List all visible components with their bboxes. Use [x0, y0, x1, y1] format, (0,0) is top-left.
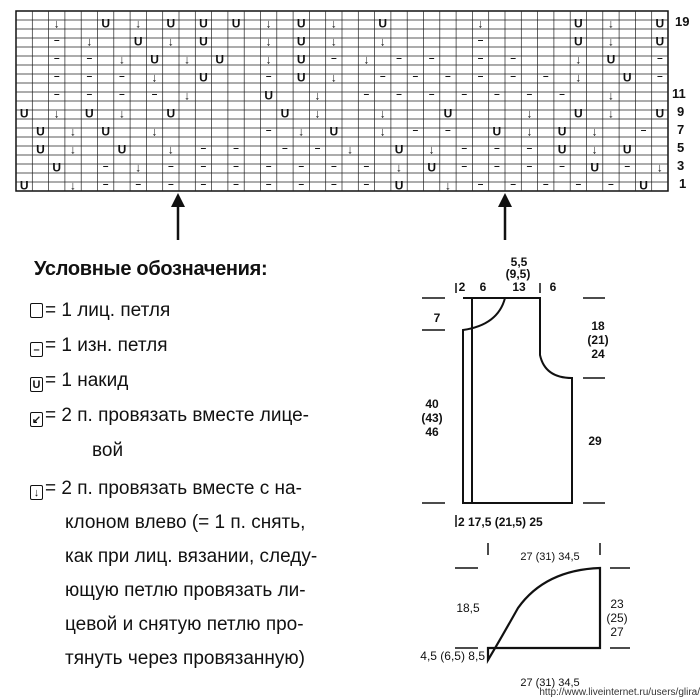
dim-label: 24 — [591, 347, 605, 361]
purl-icon: – — [526, 143, 533, 154]
dim-label: 5,5 — [510, 255, 528, 269]
decrease-icon: ↓ — [444, 178, 451, 193]
yarn-over-icon: U — [52, 160, 62, 175]
legend-text: как при лиц. вязании, следу- — [65, 546, 318, 567]
yarn-over-icon: U — [280, 106, 290, 121]
purl-icon: – — [412, 125, 419, 136]
legend-title: Условные обозначения: — [34, 258, 268, 280]
purl-icon: – — [363, 179, 370, 190]
purl-icon: – — [494, 161, 500, 172]
purl-icon: – — [119, 71, 125, 82]
purl-icon: – — [396, 89, 402, 100]
decrease-icon: ↓ — [363, 52, 370, 67]
purl-icon: – — [53, 53, 60, 64]
purl-icon: – — [542, 179, 549, 190]
yarn-over-icon: U — [296, 34, 306, 49]
yarn-over-icon: U — [85, 106, 94, 121]
decrease-icon: ↓ — [379, 106, 386, 121]
decrease-icon: ↓ — [118, 106, 125, 121]
decrease-icon: ↓ — [330, 70, 337, 85]
dim-label: 23 — [610, 597, 624, 611]
purl-icon: – — [331, 53, 337, 64]
dim-label: 29 — [588, 434, 602, 448]
yarn-over-icon: U — [622, 142, 632, 157]
dim-label: 27 — [610, 625, 624, 639]
purl-icon: – — [331, 179, 337, 190]
dim-label: 27 (31) 34,5 — [520, 677, 580, 689]
purl-icon: – — [298, 161, 305, 172]
yarn-over-icon: U — [606, 52, 616, 67]
yarn-over-icon: U — [150, 52, 159, 67]
purl-icon: – — [510, 71, 516, 82]
dim-label: 2 17,5 (21,5) 25 — [458, 515, 543, 529]
row-number: 5 — [677, 140, 685, 155]
yarn-over-icon: U — [622, 70, 632, 85]
decrease-icon: ↓ — [135, 16, 142, 31]
yarn-over-icon: U — [19, 106, 29, 121]
row-number: 19 — [675, 14, 690, 29]
purl-icon: – — [53, 35, 60, 46]
decrease-icon: ↓ — [591, 124, 598, 139]
purl-icon: – — [363, 89, 370, 100]
decrease-icon: ↓ — [265, 52, 272, 67]
purl-icon: – — [53, 71, 60, 82]
purl-icon: – — [265, 161, 272, 172]
yarn-over-icon: U — [574, 34, 583, 49]
purl-icon: – — [168, 179, 174, 190]
decrease-icon: ↓ — [526, 124, 533, 139]
row-number: 11 — [672, 86, 686, 101]
yarn-over-icon: U — [30, 377, 43, 392]
purl-icon: – — [53, 89, 60, 100]
yarn-over-icon: U — [133, 34, 143, 49]
decrease-icon: ↓ — [53, 106, 60, 121]
dim-label: 2 — [458, 280, 466, 294]
purl-icon: – — [86, 89, 93, 100]
decrease-icon: ↓ — [70, 142, 77, 157]
decrease-icon: ↓ — [607, 106, 614, 121]
purl-icon: – — [396, 53, 402, 64]
purl-icon: – — [200, 143, 207, 154]
decrease-icon: ↓ — [526, 106, 533, 121]
yarn-over-icon: U — [215, 52, 225, 67]
decrease-icon: ↓ — [330, 16, 337, 31]
purl-icon: – — [265, 125, 272, 136]
legend-text: = 2 п. провязать вместе лице- — [45, 405, 310, 426]
yarn-over-icon: U — [329, 124, 339, 139]
dim-label: (43) — [421, 411, 443, 425]
watermark: http://www.liveinternet.ru/users/glira/ — [539, 687, 700, 698]
decrease-icon: ↓ — [347, 142, 354, 157]
decrease-icon: ↓ — [396, 160, 403, 175]
yarn-over-icon: U — [101, 124, 110, 139]
yarn-over-icon: U — [231, 16, 241, 31]
purl-icon: – — [461, 143, 468, 154]
row-number: 3 — [677, 158, 685, 173]
purl-icon: – — [200, 161, 207, 172]
decrease-icon: ↓ — [135, 160, 142, 175]
purl-icon: – — [494, 89, 500, 100]
yarn-over-icon: U — [492, 124, 502, 139]
legend-text: = 1 лиц. петля — [45, 300, 171, 321]
purl-icon: – — [168, 161, 174, 172]
yarn-over-icon: U — [394, 142, 404, 157]
yarn-over-icon: U — [574, 16, 583, 31]
legend-text: тянуть через провязанную) — [65, 648, 305, 669]
yarn-over-icon: U — [394, 178, 404, 193]
decrease-icon: ↓ — [53, 16, 60, 31]
dim-label: 18 — [591, 319, 605, 333]
dim-label: 4,5 (6,5) 8,5 — [420, 649, 485, 663]
purl-icon: – — [526, 161, 533, 172]
purl-icon: – — [559, 89, 565, 100]
purl-icon: – — [477, 71, 484, 82]
purl-icon: – — [510, 179, 516, 190]
purl-icon: – — [657, 71, 663, 82]
purl-icon: – — [298, 179, 305, 190]
dim-label: 7 — [433, 311, 441, 325]
purl-icon: – — [575, 179, 582, 190]
decrease-icon: ↓ — [167, 34, 174, 49]
legend-text: ющую петлю провязать ли- — [65, 580, 306, 601]
dim-label: (21) — [587, 333, 609, 347]
purl-icon: – — [657, 53, 663, 64]
purl-icon: – — [102, 161, 109, 172]
legend-text: клоном влево (= 1 п. снять, — [65, 512, 306, 533]
yarn-over-icon: U — [639, 178, 648, 193]
purl-icon: – — [151, 89, 158, 100]
yarn-over-icon: U — [166, 16, 176, 31]
decrease-icon: ↓ — [151, 70, 158, 85]
yarn-over-icon: U — [378, 16, 388, 31]
yarn-over-icon: U — [101, 16, 110, 31]
decrease-icon: ↓ — [607, 88, 614, 103]
decrease-icon: ↓ — [607, 34, 614, 49]
decrease-icon: ↓ — [151, 124, 158, 139]
purl-icon: – — [282, 143, 288, 154]
decrease-icon: ↓ — [167, 142, 174, 157]
dim-label: 6 — [549, 280, 557, 294]
purl-icon: – — [477, 53, 484, 64]
purl-icon: – — [510, 53, 516, 64]
decrease-icon: ↓ — [265, 34, 272, 49]
purl-icon: – — [477, 35, 484, 46]
purl-icon: – — [461, 89, 468, 100]
yarn-over-icon: U — [199, 16, 208, 31]
purl-icon: – — [608, 179, 614, 190]
decrease-icon: ↓ — [70, 124, 77, 139]
yarn-over-icon: U — [655, 16, 665, 31]
decrease-icon: ↓ — [314, 88, 321, 103]
purl-icon: – — [233, 143, 239, 154]
purl-icon: – — [200, 179, 207, 190]
yarn-over-icon: U — [296, 16, 306, 31]
yarn-over-icon: U — [117, 142, 127, 157]
yarn-over-icon: U — [19, 178, 29, 193]
purl-icon: – — [233, 179, 239, 190]
purl-icon: – — [526, 89, 533, 100]
decrease-icon: ↓ — [86, 34, 93, 49]
purl-icon: – — [314, 143, 321, 154]
purl-icon: – — [494, 143, 500, 154]
legend-text: цевой и снятую петлю про- — [65, 614, 304, 635]
purl-icon: – — [477, 179, 484, 190]
yarn-over-icon: U — [443, 106, 453, 121]
decrease-icon: ↓ — [379, 34, 386, 49]
dim-label: 6 — [479, 280, 487, 294]
dim-label: 46 — [425, 425, 439, 439]
purl-icon: – — [542, 71, 549, 82]
dim-label: 18,5 — [456, 601, 480, 615]
decrease-icon: ↓ — [70, 178, 77, 193]
decrease-icon: ↓ — [575, 70, 582, 85]
purl-icon: – — [265, 71, 272, 82]
yarn-over-icon: U — [199, 34, 208, 49]
purl-icon: – — [461, 161, 468, 172]
purl-icon: – — [102, 179, 109, 190]
yarn-over-icon: U — [557, 142, 567, 157]
row-number: 9 — [677, 104, 685, 119]
decrease-icon: ↓ — [184, 88, 191, 103]
legend-text: = 1 изн. петля — [45, 335, 168, 356]
legend-text: вой — [92, 440, 124, 461]
purl-icon: – — [428, 89, 435, 100]
legend-text: = 2 п. провязать вместе с на- — [45, 478, 302, 499]
decrease-icon: ↓ — [379, 124, 386, 139]
decrease-icon: ↓ — [656, 160, 663, 175]
purl-icon: – — [559, 161, 565, 172]
purl-icon: – — [119, 89, 125, 100]
decrease-icon: ↓ — [118, 52, 125, 67]
purl-icon: – — [331, 161, 337, 172]
decrease-icon: ↓ — [575, 52, 582, 67]
purl-icon: – — [428, 53, 435, 64]
yarn-over-icon: U — [199, 70, 208, 85]
purl-icon: – — [86, 71, 93, 82]
purl-icon: – — [445, 71, 451, 82]
dim-label: 40 — [425, 397, 439, 411]
yarn-over-icon: U — [655, 34, 665, 49]
decrease-icon: ↓ — [477, 16, 484, 31]
yarn-over-icon: U — [296, 70, 306, 85]
legend-text: = 1 накид — [45, 370, 129, 391]
yarn-over-icon: U — [36, 142, 45, 157]
purl-icon: – — [640, 125, 647, 136]
row-number: 1 — [679, 176, 687, 191]
decrease-icon: ↓ — [265, 16, 272, 31]
purl-icon: – — [363, 161, 370, 172]
purl-icon: – — [379, 71, 386, 82]
yarn-over-icon: U — [264, 88, 273, 103]
purl-icon: – — [624, 161, 631, 172]
yarn-over-icon: U — [574, 106, 583, 121]
dash-square-icon: – — [30, 342, 43, 357]
yarn-over-icon: U — [36, 124, 45, 139]
purl-icon: – — [265, 179, 272, 190]
decrease-icon: ↓ — [314, 106, 321, 121]
decrease-icon: ↓ — [591, 142, 598, 157]
yarn-over-icon: U — [427, 160, 436, 175]
dim-label: (9,5) — [505, 267, 531, 281]
purl-icon: – — [445, 125, 451, 136]
purl-icon: – — [86, 53, 93, 64]
yarn-over-icon: U — [166, 106, 176, 121]
decrease-icon: ↓ — [607, 16, 614, 31]
yarn-over-icon: U — [655, 106, 665, 121]
row-number: 7 — [677, 122, 685, 137]
decrease-icon: ↓ — [184, 52, 191, 67]
dim-label: 27 (31) 34,5 — [520, 551, 580, 563]
dim-label: (25) — [606, 611, 628, 625]
yarn-over-icon: U — [590, 160, 599, 175]
purl-icon: – — [233, 161, 239, 172]
yarn-over-icon: U — [557, 124, 567, 139]
yarn-over-icon: U — [296, 52, 306, 67]
dim-label: 13 — [512, 280, 526, 294]
ssk-icon: ↓ — [30, 485, 43, 500]
decrease-icon: ↓ — [298, 124, 305, 139]
decrease-icon: ↓ — [428, 142, 435, 157]
decrease-icon: ↓ — [330, 34, 337, 49]
k2tog-icon: ↙ — [31, 414, 42, 426]
purl-icon: – — [135, 179, 142, 190]
purl-icon: – — [412, 71, 419, 82]
